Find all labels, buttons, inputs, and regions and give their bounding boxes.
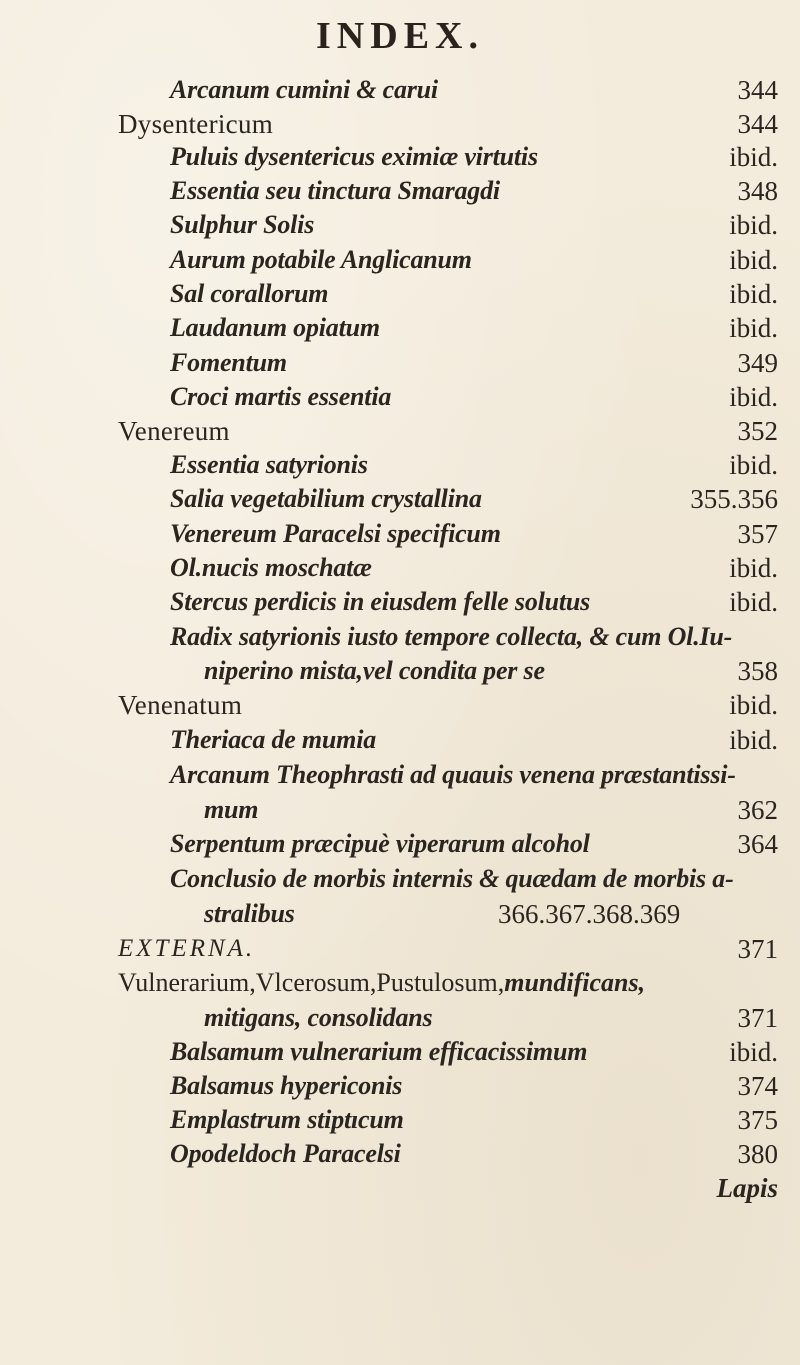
index-entry: Salia vegetabilium crystallina: [170, 484, 482, 513]
index-line: [0, 276, 800, 312]
index-line: [0, 1102, 800, 1138]
index-entry: Ol.nucis moschatæ: [170, 553, 372, 582]
index-entry: Radix satyrionis iusto tempore collecta, & cum Ol.Iu-: [170, 622, 733, 651]
page-reference: 344: [737, 75, 778, 105]
index-line: [0, 72, 800, 108]
index-entry: Fomentum: [170, 348, 287, 377]
index-line: [0, 173, 800, 209]
index-entry: Theriaca de mumia: [170, 725, 377, 754]
page-reference: ibid.: [729, 725, 778, 755]
index-line: [0, 550, 800, 586]
index-heading: Venereum: [118, 416, 230, 446]
index-line: [0, 861, 800, 897]
index-entry-continuation: mitigans, consolidans: [204, 1003, 433, 1032]
page-reference: 366.367.368.369: [498, 899, 681, 929]
page-reference: ibid.: [729, 210, 778, 240]
page-reference: 348: [737, 176, 778, 206]
index-line: [0, 106, 800, 142]
index-entry: Essentia seu tinctura Smaragdi: [170, 176, 500, 205]
section-heading: EXTERNA.: [118, 935, 256, 962]
index-line: [0, 207, 800, 243]
page-reference: 371: [737, 934, 778, 964]
page-reference: ibid.: [729, 450, 778, 480]
index-entry: Croci martis essentia: [170, 382, 392, 411]
page-reference: ibid.: [729, 1037, 778, 1067]
index-line: [0, 722, 800, 758]
index-line: [0, 687, 800, 723]
index-line: [0, 1068, 800, 1104]
index-heading-italic: mundificans,: [504, 968, 646, 997]
index-entry: Opodeldoch Paracelsi: [170, 1139, 401, 1168]
index-line: [0, 242, 800, 278]
index-entry-continuation: stralibus: [204, 899, 295, 928]
index-entry: Balsamus hypericonis: [170, 1071, 403, 1100]
index-heading-roman: Vulnerarium,Vlcerosum,Pustulosum,: [118, 968, 505, 997]
index-entry-continuation: niperino mista,vel condita per se: [204, 656, 545, 685]
page-reference: ibid.: [729, 553, 778, 583]
index-line: [0, 619, 800, 655]
page-reference: ibid.: [729, 587, 778, 617]
page-reference: ibid.: [729, 245, 778, 275]
index-heading: Venenatum: [118, 690, 243, 720]
page-reference: 362: [737, 795, 778, 825]
index-entry: Arcanum cumini & carui: [170, 75, 438, 104]
index-line: [0, 310, 800, 346]
page-reference: 371: [737, 1003, 778, 1033]
index-line: [0, 516, 800, 552]
index-line: [0, 481, 800, 517]
page-reference: 375: [737, 1105, 778, 1135]
index-entry: Sal corallorum: [170, 279, 329, 308]
index-line: [0, 653, 800, 689]
page-reference: 380: [737, 1139, 778, 1169]
index-entry: Conclusio de morbis internis & quædam de morbis a-: [170, 864, 734, 893]
index-line: [0, 379, 800, 415]
index-line: [0, 584, 800, 620]
index-entry: Aurum potabile Anglicanum: [170, 245, 472, 274]
index-entry: Puluis dysentericus eximiæ virtutis: [170, 142, 538, 171]
catchword-line: [0, 1170, 800, 1206]
index-line: [0, 345, 800, 381]
index-entry: Sulphur Solis: [170, 210, 315, 239]
index-entry: Essentia satyrionis: [170, 450, 368, 479]
index-entry: Serpentum præcipuè viperarum alcohol: [170, 829, 590, 858]
index-line: [0, 757, 800, 793]
index-entry: Venereum Paracelsi specificum: [170, 519, 501, 548]
catchword: Lapis: [716, 1173, 778, 1203]
index-line: [0, 1000, 800, 1036]
index-entry-continuation: mum: [204, 795, 259, 824]
page-reference: 374: [737, 1071, 778, 1101]
index-entry: Balsamum vulnerarium efficacissimum: [170, 1037, 588, 1066]
page-title: INDEX.: [316, 15, 484, 57]
page-reference: 355.356: [690, 484, 778, 514]
index-line: [0, 413, 800, 449]
index-heading: Dysentericum: [118, 109, 274, 139]
index-line: [0, 896, 800, 932]
index-entry: Arcanum Theophrasti ad quauis venena præstantissi-: [170, 760, 736, 789]
page-reference: ibid.: [729, 690, 778, 720]
index-line: [0, 139, 800, 175]
index-line: [0, 447, 800, 483]
page-reference: ibid.: [729, 142, 778, 172]
page-reference: 364: [737, 829, 778, 859]
index-entry: Laudanum opiatum: [170, 313, 380, 342]
index-entry: Emplastrum stiptıcum: [170, 1105, 404, 1134]
index-line: [0, 792, 800, 828]
index-line: [0, 826, 800, 862]
page-reference: 349: [737, 348, 778, 378]
page-reference: ibid.: [729, 279, 778, 309]
page-reference: 357: [737, 519, 778, 549]
page-reference: 358: [737, 656, 778, 686]
index-line: [0, 1034, 800, 1070]
page-reference: 352: [737, 416, 778, 446]
page-reference: 344: [737, 109, 778, 139]
page-reference: ibid.: [729, 313, 778, 343]
index-line: [0, 1136, 800, 1172]
index-line: [0, 965, 800, 1001]
page-reference: ibid.: [729, 382, 778, 412]
index-line: [0, 931, 800, 967]
index-entry: Stercus perdicis in eiusdem felle solutus: [170, 587, 591, 616]
index-heading-mixed: [118, 965, 645, 1001]
